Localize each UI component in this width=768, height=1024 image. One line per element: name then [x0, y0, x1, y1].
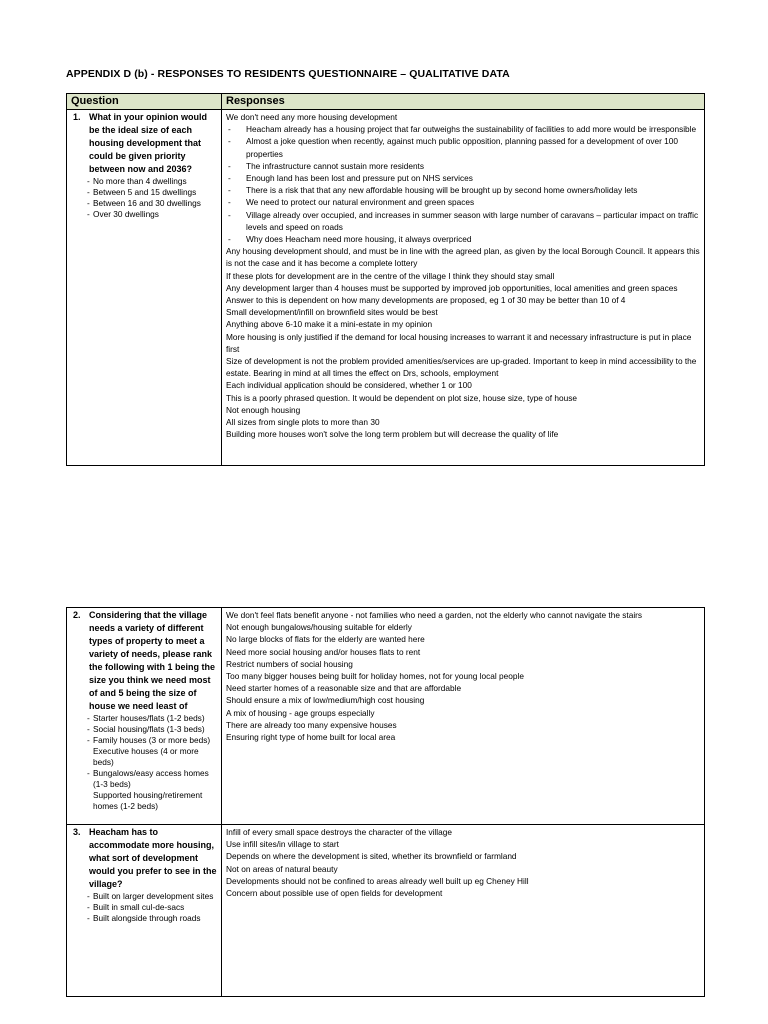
bullet-dash: - [228, 173, 231, 184]
response-line: More housing is only justified if the demand for local housing increases to warrant it and necessary infrastructure is put in place first [226, 331, 692, 354]
bullet-dash: - [228, 197, 231, 208]
response-line: All sizes from single plots to more than 30 [226, 417, 380, 428]
response-line: Depends on where the development is sited, whether its brownfield or farmland [226, 851, 517, 862]
response-line: Each individual application should be considered, whether 1 or 100 [226, 380, 472, 391]
responses-cell-3 [222, 825, 705, 997]
response-bullet [226, 172, 700, 184]
responses-cell-1 [222, 110, 705, 466]
response-line: Restrict numbers of social housing [226, 658, 353, 669]
question-text: What in your opinion would be the ideal size of each housing development that could be given priority between now and 2036? [89, 112, 207, 174]
response-bullet [226, 123, 700, 135]
answer-options [71, 891, 217, 924]
response-line: Size of development is not the problem provided amenities/services are up-graded. Important to keep in mind accessibility to the estate. Bearing in mind at all times the effect on Drs, schools, employment [226, 356, 697, 379]
bullet-dash: - [228, 185, 231, 196]
response-line: Any development larger than 4 houses must be supported by improved job opportunities, local amenities and green spaces [226, 282, 678, 293]
question-text: Considering that the village needs a variety of different types of property to meet a variety of needs, please rank the following with 1 being the size you think we need most of and 5 being the size of house we need least of [89, 610, 215, 711]
answer-option: - Built alongside through roads [89, 913, 217, 924]
response-bullet [226, 196, 700, 208]
question-text: Heacham has to accommodate more housing, what sort of development would you prefer to see in the village? [89, 827, 217, 889]
response-line: No large blocks of flats for the elderly are wanted here [226, 634, 425, 645]
response-line: Need starter homes of a reasonable size and that are affordable [226, 683, 462, 694]
answer-options [71, 713, 217, 812]
bullet-dash: - [228, 209, 231, 220]
response-text: Almost a joke question when recently, against much public opposition, planning passed for a development of over 100 properties [246, 136, 679, 159]
response-line: Not enough bungalows/housing suitable for elderly [226, 622, 412, 633]
responses-cell-2 [222, 608, 705, 825]
response-text: Heacham already has a housing project that far outweighs the sustainability of facilities to add more would be irresponsible [246, 124, 697, 135]
answer-option: - Family houses (3 or more beds) Executive houses (4 or more beds) [89, 735, 217, 768]
responses-header: Responses [222, 94, 705, 110]
response-line: There are already too many expensive houses [226, 719, 397, 730]
bullet-dash: - [228, 124, 231, 135]
response-line: Answer to this is dependent on how many developments are proposed, eg 1 of 30 may be better than 10 of 4 [226, 295, 626, 306]
bullet-dash: - [228, 136, 231, 147]
answer-option: - Between 5 and 15 dwellings [89, 187, 217, 198]
question-cell-1 [67, 110, 222, 466]
response-line: Not on areas of natural beauty [226, 863, 338, 874]
question-cell-2 [67, 608, 222, 825]
response-line: A mix of housing - age groups especially [226, 707, 375, 718]
response-line: Too many bigger houses being built for holiday homes, not for young local people [226, 671, 524, 682]
response-line: Small development/infill on brownfield sites would be best [226, 307, 438, 318]
response-line: We don't feel flats benefit anyone - not families who need a garden, not the elderly who cannot navigate the stairs [226, 610, 643, 620]
response-line: Need more social housing and/or houses flats to rent [226, 646, 421, 657]
response-line: Should ensure a mix of low/medium/high cost housing [226, 695, 425, 706]
answer-option: - No more than 4 dwellings [89, 176, 217, 187]
response-line: Building more houses won't solve the long term problem but will decrease the quality of life [226, 429, 559, 440]
answer-option: - Between 16 and 30 dwellings [89, 198, 217, 209]
response-bullet [226, 160, 700, 172]
response-line: Developments should not be confined to areas already well built up eg Cheney Hill [226, 875, 529, 886]
response-line: If these plots for development are in the centre of the village I think they should stay small [226, 270, 555, 281]
question-header: Question [67, 94, 222, 110]
response-text: Why does Heacham need more housing, it always overpriced [246, 234, 472, 245]
bullet-dash: - [228, 234, 231, 245]
answer-option: - Bungalows/easy access homes (1-3 beds) [89, 768, 217, 790]
response-line: Any housing development should, and must be in line with the agreed plan, as given by the local Borough Council. It appears this is not the case and it has become a complete lottery [226, 246, 700, 269]
response-bullet [226, 184, 700, 196]
response-line: Anything above 6-10 make it a mini-estate in my opinion [226, 319, 433, 330]
answer-options [71, 176, 217, 220]
response-text: Enough land has been lost and pressure put on NHS services [246, 173, 473, 184]
answer-option: - Starter houses/flats (1-2 beds) [89, 713, 217, 724]
response-line: Not enough housing [226, 404, 301, 415]
response-text: We need to protect our natural environment and green spaces [246, 197, 475, 208]
response-line: This is a poorly phrased question. It would be dependent on plot size, house size, type of house [226, 392, 577, 403]
question-number: 3. [73, 827, 81, 837]
bullet-dash: - [228, 160, 231, 171]
response-text: Village already over occupied, and increases in summer season with large number of caravans – particular impact on traffic levels and speed on roads [246, 209, 699, 232]
responses-table-1 [66, 93, 705, 466]
responses-table-2 [66, 607, 705, 997]
answer-option: - Social housing/flats (1-3 beds) [89, 724, 217, 735]
answer-option: - Over 30 dwellings [89, 209, 217, 220]
response-line: Ensuring right type of home built for local area [226, 732, 396, 743]
response-bullet [226, 135, 700, 159]
response-bullet [226, 209, 700, 233]
question-cell-3 [67, 825, 222, 997]
response-text: The infrastructure cannot sustain more residents [246, 160, 425, 171]
answer-option: Supported housing/retirement homes (1-2 beds) [93, 790, 203, 811]
response-line: Concern about possible use of open fields for development [226, 888, 443, 899]
question-number: 1. [73, 112, 81, 122]
response-line: Use infill sites/in village to start [226, 839, 339, 850]
response-line: We don't need any more housing development [226, 112, 398, 122]
response-text: There is a risk that that any new affordable housing will be brought up by second home owners/holiday lets [246, 185, 638, 196]
response-line: Infill of every small space destroys the character of the village [226, 827, 452, 837]
answer-option: - Built in small cul-de-sacs [89, 902, 217, 913]
page-title: APPENDIX D (b) - RESPONSES TO RESIDENTS QUESTIONNAIRE – QUALITATIVE DATA [66, 68, 510, 80]
response-bullet [226, 233, 700, 245]
answer-option: - Built on larger development sites [89, 891, 217, 902]
question-number: 2. [73, 610, 81, 620]
